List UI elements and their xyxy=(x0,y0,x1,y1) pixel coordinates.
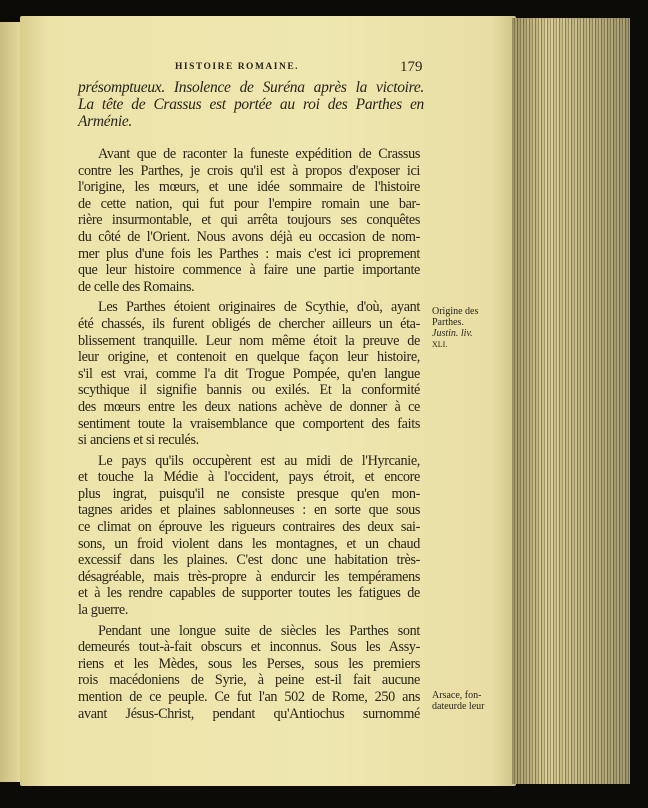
text-line: l'origine, les mœurs, et une idée sommaire de l'histoire xyxy=(78,179,420,196)
body-text xyxy=(78,146,420,726)
text-line: riens et les Mèdes, sous les Perses, sous les premiers xyxy=(78,655,420,672)
text-line: tagnes arides et plaines sablonneuses : en sorte que sous xyxy=(78,502,420,519)
summary-line: Arménie. xyxy=(78,113,132,130)
text-line: et à les rendre capables de supporter toutes les fatigues de xyxy=(78,585,420,602)
text-line: scythique il signifie bannis ou exilés. Et la conformité xyxy=(78,382,420,399)
text-line: rière insurmontable, et qui arrêta toujours ses conquêtes xyxy=(78,212,420,229)
text-line: ce climat on éprouve les rigueurs contraires des deux sai- xyxy=(78,519,420,536)
text-line: si anciens et si reculés. xyxy=(78,432,199,449)
text-line: Les Parthes étoient originaires de Scythie, d'où, ayant xyxy=(98,299,420,316)
text-line: Le pays qu'ils occupèrent est au midi de l'Hyrcanie, xyxy=(98,452,420,469)
summary-line: présomptueux. Insolence de Suréna après la victoire. xyxy=(78,79,424,96)
text-line: été chassés, ils furent obligés de chercher ailleurs un éta- xyxy=(78,315,420,332)
note-line: Parthes. xyxy=(432,317,464,328)
note-line: dateurde leur xyxy=(432,701,485,712)
facing-page-edge xyxy=(0,22,22,782)
text-line: que leur histoire commence à faire une partie importante xyxy=(78,262,420,279)
margin-note-arsace xyxy=(432,690,484,712)
note-line: Origine des xyxy=(432,306,479,317)
note-line: XLI. xyxy=(432,340,448,349)
page-number: 179 xyxy=(400,59,423,75)
paragraph xyxy=(78,299,420,448)
paragraph xyxy=(78,146,420,295)
text-line: rois macédoniens de Syrie, à peine est-il fait aucune xyxy=(78,672,420,689)
text-line: et touche la Médie à l'occident, pays étroit, et encore xyxy=(78,469,420,486)
text-line: demeurés tout-à-fait obscurs et inconnus. Sous les Assy- xyxy=(78,639,420,656)
paragraph xyxy=(78,623,420,723)
text-line: désagréable, mais très-propre à endurcir les tempéramens xyxy=(78,568,420,585)
running-header: HISTOIRE ROMAINE. xyxy=(175,62,300,72)
text-line: plus ingrat, puisqu'il ne consiste presque qu'en mon- xyxy=(78,485,420,502)
text-line: excessif dans les plaines. C'est donc une habitation très- xyxy=(78,552,420,569)
text-line: blissement tranquille. Leur nom même étoit la preuve de xyxy=(78,332,420,349)
text-line: du côté de l'Orient. Nous avons déjà eu occasion de nom- xyxy=(78,228,420,245)
text-line: de cette nation, qui fut pour l'empire romain une bar- xyxy=(78,195,420,212)
chapter-summary xyxy=(78,79,424,130)
text-line: Pendant une longue suite de siècles les Parthes sont xyxy=(98,622,420,639)
text-line: mention de ce peuple. Ce fut l'an 502 de Rome, 250 ans xyxy=(78,689,420,705)
text-line: sons, un froid violent dans les montagnes, et un chaud xyxy=(78,535,420,552)
text-line: Avant que de raconter la funeste expédition de Crassus xyxy=(98,146,420,162)
text-line: avant Jésus-Christ, pendant qu'Antiochus surnommé xyxy=(78,705,420,722)
summary-line: La tête de Crassus est portée au roi des Parthes en xyxy=(78,96,424,113)
text-line: leur origine, et contenoit en quelque façon leur histoire, xyxy=(78,349,420,366)
text-line: mer plus d'une fois les Parthes : mais c'est ici proprement xyxy=(78,245,420,262)
text-line: la guerre. xyxy=(78,602,129,619)
text-line: s'il est vrai, comme l'a dit Trogue Pompée, qu'en langue xyxy=(78,365,420,382)
text-line: des mœurs entre les deux nations achève de donner à ce xyxy=(78,398,420,415)
text-line: sentiment toute la vraisemblance que comportent des faits xyxy=(78,415,420,432)
margin-note-origine xyxy=(432,306,478,350)
text-line: de celle des Romains. xyxy=(78,278,195,295)
note-line: Justin. liv. xyxy=(432,328,473,339)
paragraph xyxy=(78,453,420,619)
text-line: contre les Parthes, je crois qu'il est à propos d'exposer ici xyxy=(78,162,420,179)
note-line: Arsace, fon- xyxy=(432,690,482,701)
page-stack-shadow xyxy=(512,18,630,784)
